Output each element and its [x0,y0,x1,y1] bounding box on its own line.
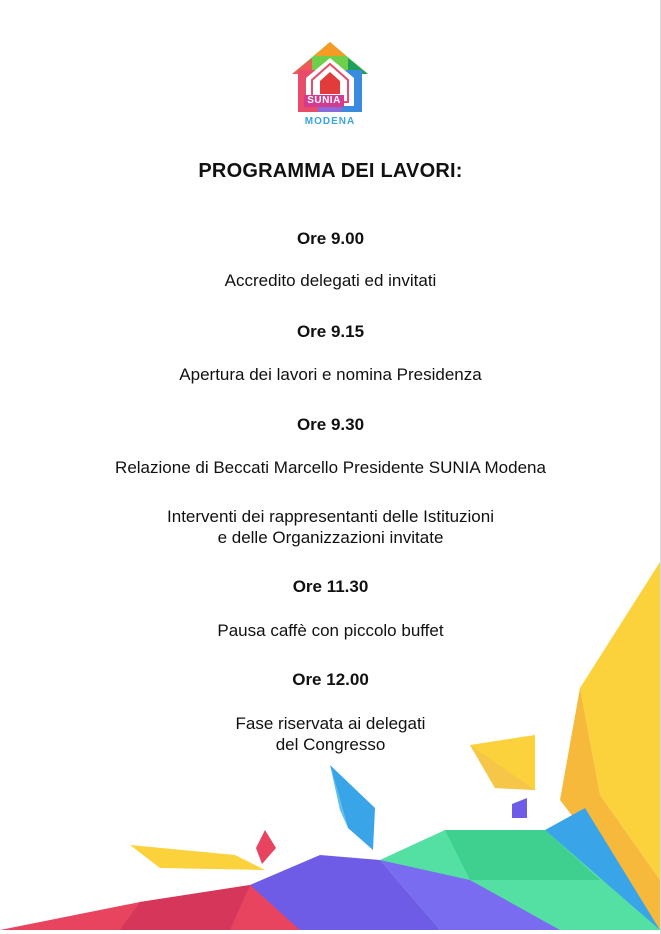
shape-red-dark [120,885,250,930]
schedule-line: e delle Organizzazioni invitate [217,528,444,547]
page-title: PROGRAMMA DEI LAVORI: [198,160,463,182]
schedule-line: Accredito delegati ed invitati [224,271,437,290]
schedule-time-3: Ore 9.30 [296,415,365,434]
schedule-line: del Congresso [275,735,386,754]
shape-red-shard [256,830,276,864]
schedule-time-6: Ore 12.00 [292,670,369,689]
schedule-line: Interventi dei rappresentanti delle Istituzioni [167,507,494,526]
schedule-line: Pausa caffè con piccolo buffet [217,621,444,640]
logo-city: MODENA [304,116,356,127]
logo-name: SUNIA [304,95,344,107]
shape-purple-small [512,798,527,818]
shape-blue-diamond [330,765,375,850]
schedule-time-2: Ore 9.15 [296,322,365,341]
schedule-line: Fase riservata ai delegati [235,714,426,733]
schedule-time-1: Ore 9.00 [296,229,365,248]
shape-yellow-left [130,845,265,870]
schedule-line: Apertura dei lavori e nomina Presidenza [179,365,482,384]
schedule-line: Relazione di Beccati Marcello Presidente SUNIA Modena [115,458,546,477]
schedule-time-5: Ore 11.30 [292,577,369,596]
